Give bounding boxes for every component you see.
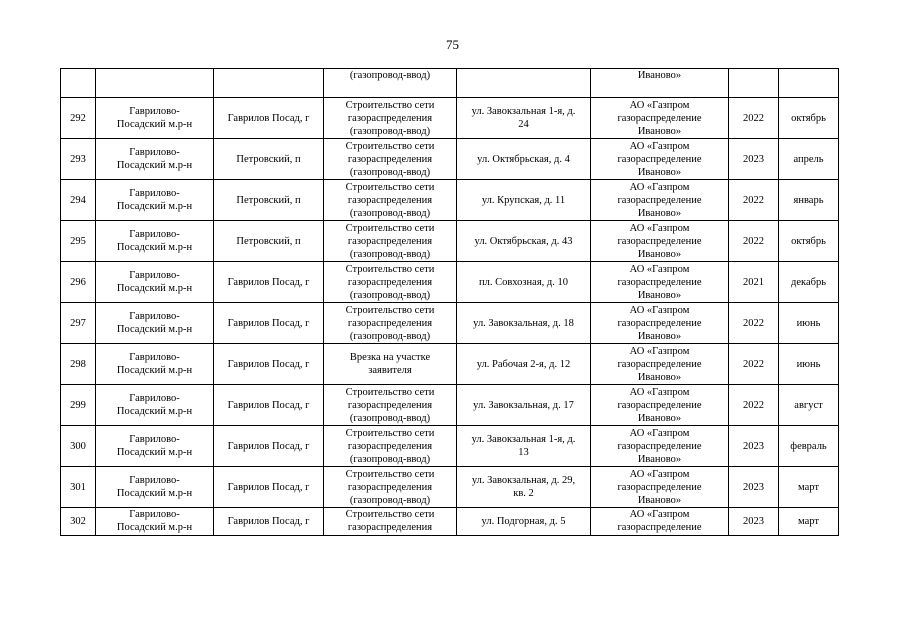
- gasification-table: [60, 68, 839, 536]
- cell-work-line: (газопровод-ввод): [349, 453, 431, 465]
- cell-organization-line: Иваново»: [637, 166, 682, 178]
- cell-district-line: Посадский м.р-н: [116, 365, 193, 376]
- cell-address: [457, 508, 591, 536]
- cell-work-line: Строительство сети: [345, 263, 435, 275]
- cell-work-line: Врезка на участке: [349, 352, 431, 363]
- cell-organization-line: газораспределение: [617, 358, 702, 370]
- cell-organization: [591, 262, 729, 303]
- table-row: [61, 385, 839, 426]
- cell-year: 2023: [729, 467, 779, 508]
- cell-work-line: газораспределения: [347, 112, 433, 124]
- cell-locality: Гаврилов Посад, г: [214, 426, 324, 467]
- cell-month: [779, 69, 839, 98]
- cell-work-line: газораспределения: [347, 522, 433, 533]
- table-row: [61, 303, 839, 344]
- cell-number: 298: [61, 344, 96, 385]
- cell-district-line: Гаврилово-: [129, 311, 180, 322]
- cell-work-line: (газопровод-ввод): [349, 412, 431, 424]
- cell-organization-line: газораспределение: [617, 153, 702, 165]
- table-row: [61, 139, 839, 180]
- cell-organization: [591, 508, 729, 536]
- cell-organization: [591, 426, 729, 467]
- cell-district: [96, 98, 214, 139]
- cell-work-line: газораспределения: [347, 440, 433, 452]
- cell-address: [457, 344, 591, 385]
- cell-organization-line: Иваново»: [637, 371, 682, 383]
- cell-address: [457, 98, 591, 139]
- cell-month: декабрь: [779, 262, 839, 303]
- table-row: [61, 221, 839, 262]
- cell-organization-line: АО «Газпром: [629, 509, 690, 520]
- cell-district-line: Гаврилово-: [129, 475, 180, 486]
- table-body: [61, 69, 839, 536]
- table-row: [61, 98, 839, 139]
- cell-year: 2022: [729, 344, 779, 385]
- cell-district-line: Посадский м.р-н: [116, 119, 193, 130]
- cell-locality: Гаврилов Посад, г: [214, 508, 324, 536]
- cell-work: [324, 467, 457, 508]
- cell-organization-line: Иваново»: [637, 412, 682, 424]
- cell-number: 294: [61, 180, 96, 221]
- cell-district-line: Посадский м.р-н: [116, 160, 193, 171]
- cell-year: [729, 69, 779, 98]
- cell-month: март: [779, 467, 839, 508]
- cell-address-line: ул. Октябрьская, д. 43: [474, 235, 573, 247]
- cell-address-line: 13: [518, 447, 529, 458]
- cell-address-line: ул. Завокзальная, д. 18: [473, 317, 574, 329]
- cell-address: [457, 69, 591, 98]
- cell-year: 2023: [729, 426, 779, 467]
- cell-locality: [214, 69, 324, 98]
- cell-work-line: газораспределения: [347, 481, 433, 493]
- cell-organization-line: газораспределение: [617, 481, 702, 493]
- cell-organization-line: газораспределение: [617, 440, 702, 452]
- cell-year: 2022: [729, 303, 779, 344]
- cell-number: 300: [61, 426, 96, 467]
- cell-work-line: Строительство сети: [345, 427, 435, 439]
- cell-address: [457, 385, 591, 426]
- cell-month: март: [779, 508, 839, 536]
- cell-work-line: (газопровод-ввод): [349, 289, 431, 301]
- cell-organization-line: газораспределение: [617, 194, 702, 206]
- cell-organization-line: газораспределение: [617, 276, 702, 288]
- cell-district-line: Посадский м.р-н: [116, 242, 193, 253]
- cell-organization-line: АО «Газпром: [629, 304, 690, 316]
- cell-organization-line: Иваново»: [637, 248, 682, 260]
- cell-organization-line: АО «Газпром: [629, 181, 690, 193]
- cell-organization-line: газораспределение: [617, 399, 702, 411]
- cell-month: июнь: [779, 303, 839, 344]
- table-row: [61, 344, 839, 385]
- cell-year: 2022: [729, 180, 779, 221]
- cell-work: [324, 221, 457, 262]
- continuation-row: [61, 69, 839, 98]
- cell-year: 2023: [729, 508, 779, 536]
- table-row: [61, 426, 839, 467]
- cell-district-line: Посадский м.р-н: [116, 324, 193, 335]
- cell-locality: Гаврилов Посад, г: [214, 385, 324, 426]
- table-row: [61, 467, 839, 508]
- cell-organization-line: Иваново»: [637, 330, 682, 342]
- cell-work-line: Строительство сети: [345, 386, 435, 398]
- cell-work: [324, 98, 457, 139]
- cell-address-line: ул. Крупская, д. 11: [481, 194, 566, 206]
- cell-district-line: Посадский м.р-н: [116, 447, 193, 458]
- cell-work: [324, 180, 457, 221]
- cell-district-line: Гаврилово-: [129, 106, 180, 117]
- cell-district: [96, 221, 214, 262]
- cell-district-line: Гаврилово-: [129, 509, 180, 520]
- cell-district: [96, 426, 214, 467]
- cell-address-line: пл. Совхозная, д. 10: [478, 276, 569, 288]
- cell-work-line: заявителя: [368, 365, 412, 376]
- cell-organization-line: Иваново»: [637, 289, 682, 301]
- cell-address: [457, 426, 591, 467]
- cell-district-line: Посадский м.р-н: [116, 522, 193, 533]
- cell-district-line: Посадский м.р-н: [116, 406, 193, 417]
- cell-address: [457, 467, 591, 508]
- cell-district: [96, 385, 214, 426]
- cell-number: 292: [61, 98, 96, 139]
- cell-district-line: Посадский м.р-н: [116, 201, 193, 212]
- cell-organization: [591, 303, 729, 344]
- cell-organization-line: АО «Газпром: [629, 345, 690, 357]
- cell-organization-line: АО «Газпром: [629, 427, 690, 439]
- cell-organization: [591, 221, 729, 262]
- cell-locality: Гаврилов Посад, г: [214, 467, 324, 508]
- cell-year: 2021: [729, 262, 779, 303]
- cell-year: 2023: [729, 139, 779, 180]
- cell-number: [61, 69, 96, 98]
- cell-district-line: Посадский м.р-н: [116, 488, 193, 499]
- cell-district: [96, 180, 214, 221]
- cell-organization-line: Иваново»: [637, 125, 682, 137]
- cell-work-line: Строительство сети: [345, 509, 435, 520]
- cell-number: 293: [61, 139, 96, 180]
- cell-district-line: Гаврилово-: [129, 434, 180, 445]
- cell-number: 302: [61, 508, 96, 536]
- table-row: [61, 508, 839, 536]
- cell-number: 299: [61, 385, 96, 426]
- cell-organization-line: Иваново»: [637, 207, 682, 219]
- cell-work-line: (газопровод-ввод): [349, 330, 431, 342]
- cell-address-line: 24: [518, 119, 529, 130]
- cell-address-line: ул. Октябрьская, д. 4: [477, 153, 570, 165]
- cell-district: [96, 467, 214, 508]
- cell-work-line: Строительство сети: [345, 99, 435, 111]
- cell-district-line: Гаврилово-: [129, 188, 180, 199]
- table-row: [61, 262, 839, 303]
- cell-number: 296: [61, 262, 96, 303]
- cell-organization-line: АО «Газпром: [629, 222, 690, 234]
- cell-organization: [591, 344, 729, 385]
- cell-number: 301: [61, 467, 96, 508]
- cell-work-line: (газопровод-ввод): [349, 248, 431, 260]
- cell-month: октябрь: [779, 98, 839, 139]
- cell-work: [324, 426, 457, 467]
- cell-organization-line: газораспределение: [617, 522, 702, 533]
- cell-district-line: Гаврилово-: [129, 393, 180, 404]
- cell-district: [96, 262, 214, 303]
- cell-year: 2022: [729, 221, 779, 262]
- cell-organization: [591, 385, 729, 426]
- cell-locality: Петровский, п: [214, 180, 324, 221]
- cell-address-line: ул. Подгорная, д. 5: [481, 516, 566, 527]
- cell-work: [324, 344, 457, 385]
- cell-work-line: (газопровод-ввод): [349, 207, 431, 219]
- cell-organization-line: Иваново»: [637, 453, 682, 465]
- cell-organization: [591, 98, 729, 139]
- cell-organization-line: АО «Газпром: [629, 99, 690, 111]
- cell-work-line: Строительство сети: [345, 468, 435, 480]
- cell-district: [96, 69, 214, 98]
- cell-address: [457, 303, 591, 344]
- cell-address: [457, 221, 591, 262]
- cell-district-line: Гаврилово-: [129, 352, 180, 363]
- cell-organization-line: Иваново»: [637, 494, 682, 506]
- cell-district: [96, 344, 214, 385]
- cell-month: август: [779, 385, 839, 426]
- cell-work-line: газораспределения: [347, 194, 433, 206]
- cell-address-line: ул. Завокзальная, д. 29,: [471, 475, 576, 486]
- cell-month: июнь: [779, 344, 839, 385]
- cell-organization: Иваново»: [591, 69, 729, 98]
- cell-locality: Гаврилов Посад, г: [214, 262, 324, 303]
- cell-address-line: ул. Завокзальная, д. 17: [473, 399, 574, 411]
- cell-work: [324, 385, 457, 426]
- cell-locality: Гаврилов Посад, г: [214, 344, 324, 385]
- cell-month: январь: [779, 180, 839, 221]
- cell-work-line: Строительство сети: [345, 140, 435, 152]
- cell-address-line: кв. 2: [513, 488, 534, 499]
- cell-number: 295: [61, 221, 96, 262]
- cell-organization-line: газораспределение: [617, 235, 702, 247]
- cell-district: [96, 508, 214, 536]
- cell-organization-line: АО «Газпром: [629, 263, 690, 275]
- cell-locality: Гаврилов Посад, г: [214, 303, 324, 344]
- cell-district-line: Гаврилово-: [129, 270, 180, 281]
- cell-locality: Петровский, п: [214, 221, 324, 262]
- cell-organization: [591, 139, 729, 180]
- cell-district-line: Гаврилово-: [129, 229, 180, 240]
- cell-organization: [591, 467, 729, 508]
- cell-organization: [591, 180, 729, 221]
- cell-district: [96, 139, 214, 180]
- cell-organization-line: АО «Газпром: [629, 386, 690, 398]
- cell-district: [96, 303, 214, 344]
- cell-work-line: (газопровод-ввод): [349, 494, 431, 506]
- cell-work-line: Строительство сети: [345, 181, 435, 193]
- cell-organization-line: АО «Газпром: [629, 140, 690, 152]
- cell-organization-line: АО «Газпром: [629, 468, 690, 480]
- cell-organization-line: газораспределение: [617, 112, 702, 124]
- cell-work: (газопровод-ввод): [324, 69, 457, 98]
- cell-locality: Петровский, п: [214, 139, 324, 180]
- cell-number: 297: [61, 303, 96, 344]
- cell-month: февраль: [779, 426, 839, 467]
- cell-work: [324, 508, 457, 536]
- cell-work-line: Строительство сети: [345, 304, 435, 316]
- cell-locality: Гаврилов Посад, г: [214, 98, 324, 139]
- cell-address: [457, 139, 591, 180]
- cell-work-line: газораспределения: [347, 317, 433, 329]
- cell-work: [324, 262, 457, 303]
- cell-address: [457, 262, 591, 303]
- cell-work-line: (газопровод-ввод): [349, 125, 431, 137]
- cell-address-line: ул. Рабочая 2-я, д. 12: [476, 358, 571, 370]
- cell-month: октябрь: [779, 221, 839, 262]
- cell-address: [457, 180, 591, 221]
- cell-work-line: Строительство сети: [345, 222, 435, 234]
- cell-work-line: газораспределения: [347, 276, 433, 288]
- cell-month: апрель: [779, 139, 839, 180]
- cell-work: [324, 139, 457, 180]
- cell-year: 2022: [729, 385, 779, 426]
- cell-year: 2022: [729, 98, 779, 139]
- cell-work-line: газораспределения: [347, 399, 433, 411]
- table-row: [61, 180, 839, 221]
- cell-organization-line: газораспределение: [617, 317, 702, 329]
- cell-work-line: газораспределения: [347, 235, 433, 247]
- cell-address-line: ул. Завокзальная 1-я, д.: [471, 106, 576, 117]
- cell-district-line: Посадский м.р-н: [116, 283, 193, 294]
- cell-district-line: Гаврилово-: [129, 147, 180, 158]
- cell-work: [324, 303, 457, 344]
- page-number: 75: [446, 37, 459, 52]
- cell-work-line: газораспределения: [347, 153, 433, 165]
- cell-address-line: ул. Завокзальная 1-я, д.: [471, 434, 576, 445]
- cell-work-line: (газопровод-ввод): [349, 166, 431, 178]
